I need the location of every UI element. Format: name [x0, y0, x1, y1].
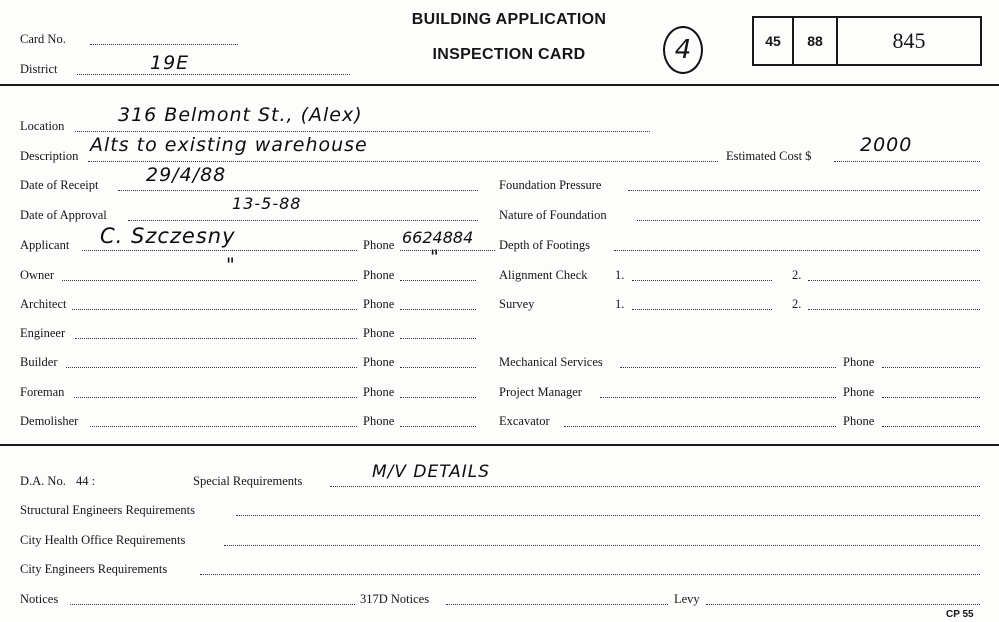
location-value: 316 Belmont St., (Alex) [118, 104, 363, 126]
notices-label: Notices [20, 592, 59, 606]
owner-phone-field[interactable] [400, 280, 476, 281]
card-number-boxes [752, 16, 982, 66]
alignment-check-field-1[interactable] [632, 280, 772, 281]
depth-footings-label: Depth of Footings [499, 238, 590, 252]
city-engineers-field[interactable] [200, 574, 980, 575]
date-approval-value: 13-5-88 [232, 194, 302, 213]
city-engineers-label: City Engineers Requirements [20, 562, 168, 576]
applicant-label: Applicant [20, 238, 70, 252]
district-label: District [20, 62, 58, 76]
builder-phone-label: Phone [363, 355, 395, 369]
description-label: Description [20, 149, 79, 163]
depth-footings-field[interactable] [614, 250, 980, 251]
project-manager-phone-field[interactable] [882, 397, 980, 398]
builder-phone-field[interactable] [400, 367, 476, 368]
applicant-phone-value: 6624884 [402, 228, 474, 247]
builder-field[interactable] [66, 367, 357, 368]
district-field[interactable] [77, 74, 350, 75]
foundation-pressure-label: Foundation Pressure [499, 178, 602, 192]
nature-foundation-field[interactable] [637, 220, 980, 221]
title-line-1: BUILDING APPLICATION [411, 11, 607, 28]
structural-label: Structural Engineers Requirements [20, 503, 195, 517]
levy-label: Levy [674, 592, 700, 606]
engineer-field[interactable] [75, 338, 357, 339]
applicant-value: C. Szczesny [100, 224, 236, 248]
location-field[interactable] [75, 131, 650, 132]
architect-field[interactable] [72, 309, 357, 310]
date-receipt-value: 29/4/88 [146, 164, 227, 186]
mechanical-phone-field[interactable] [882, 367, 980, 368]
title-line-2: INSPECTION CARD [432, 46, 586, 63]
alignment-check-label: Alignment Check [499, 268, 588, 282]
health-label: City Health Office Requirements [20, 533, 186, 547]
survey-field-1[interactable] [632, 309, 772, 310]
mechanical-services-label: Mechanical Services [499, 355, 603, 369]
demolisher-label: Demolisher [20, 414, 79, 428]
owner-label: Owner [20, 268, 55, 282]
project-manager-phone-label: Phone [843, 385, 875, 399]
card-title [388, 11, 630, 64]
demolisher-phone-field[interactable] [400, 426, 476, 427]
date-approval-field[interactable] [128, 220, 478, 221]
project-manager-label: Project Manager [499, 385, 582, 399]
excavator-field[interactable] [564, 426, 836, 427]
architect-label: Architect [20, 297, 67, 311]
notices-317d-label: 317D Notices [360, 592, 430, 606]
date-approval-label: Date of Approval [20, 208, 107, 222]
project-manager-field[interactable] [600, 397, 836, 398]
da-no-label: D.A. No. [20, 474, 66, 488]
special-requirements-value: M/V DETAILS [372, 462, 490, 482]
applicant-phone-label: Phone [363, 238, 395, 252]
survey-opt1-label: 1. [615, 297, 625, 311]
demolisher-field[interactable] [90, 426, 357, 427]
number-box-1: 45 [754, 18, 794, 64]
builder-label: Builder [20, 355, 58, 369]
foreman-label: Foreman [20, 385, 65, 399]
engineer-label: Engineer [20, 326, 66, 340]
section-divider-bottom [0, 444, 999, 446]
card-no-label: Card No. [20, 32, 66, 46]
foundation-pressure-field[interactable] [628, 190, 980, 191]
estimated-cost-label: Estimated Cost $ [726, 149, 812, 163]
da-no-value: 44 : [76, 474, 96, 488]
mechanical-phone-label: Phone [843, 355, 875, 369]
applicant-phone-field[interactable] [400, 250, 495, 251]
foreman-field[interactable] [74, 397, 357, 398]
alignment-check-field-2[interactable] [808, 280, 980, 281]
number-box-3: 845 [892, 28, 926, 53]
structural-field[interactable] [236, 515, 980, 516]
engineer-phone-field[interactable] [400, 338, 476, 339]
special-requirements-field[interactable] [330, 486, 980, 487]
special-requirements-label: Special Requirements [193, 474, 303, 488]
applicant-field[interactable] [82, 250, 357, 251]
engineer-phone-label: Phone [363, 326, 395, 340]
description-value: Alts to existing warehouse [90, 134, 368, 156]
alignment-opt2-label: 2. [792, 268, 802, 282]
alignment-opt1-label: 1. [615, 268, 625, 282]
number-box-2: 88 [794, 18, 838, 64]
demolisher-phone-label: Phone [363, 414, 395, 428]
section-divider-top [0, 84, 999, 86]
mechanical-services-field[interactable] [620, 367, 836, 368]
health-field[interactable] [224, 545, 980, 546]
estimated-cost-field[interactable] [834, 161, 980, 162]
architect-phone-field[interactable] [400, 309, 476, 310]
owner-ditto: " [226, 254, 236, 276]
card-no-field[interactable] [90, 44, 238, 45]
survey-opt2-label: 2. [792, 297, 802, 311]
foreman-phone-label: Phone [363, 385, 395, 399]
card-header [0, 0, 999, 84]
survey-field-2[interactable] [808, 309, 980, 310]
survey-label: Survey [499, 297, 535, 311]
owner-phone-label: Phone [363, 268, 395, 282]
estimated-cost-value: 2000 [860, 134, 913, 156]
circled-number: 4 [663, 26, 703, 74]
nature-foundation-label: Nature of Foundation [499, 208, 607, 222]
description-field[interactable] [88, 161, 718, 162]
location-label: Location [20, 119, 65, 133]
foreman-phone-field[interactable] [400, 397, 476, 398]
excavator-phone-field[interactable] [882, 426, 980, 427]
owner-field[interactable] [62, 280, 357, 281]
levy-field[interactable] [706, 604, 980, 605]
owner-phone-ditto: " [430, 246, 440, 268]
architect-phone-label: Phone [363, 297, 395, 311]
district-value: 19E [150, 52, 190, 74]
notices-317d-field[interactable] [446, 604, 668, 605]
date-receipt-field[interactable] [118, 190, 478, 191]
notices-field[interactable] [70, 604, 355, 605]
excavator-phone-label: Phone [843, 414, 875, 428]
date-receipt-label: Date of Receipt [20, 178, 99, 192]
form-code: CP 55 [946, 609, 974, 620]
excavator-label: Excavator [499, 414, 550, 428]
